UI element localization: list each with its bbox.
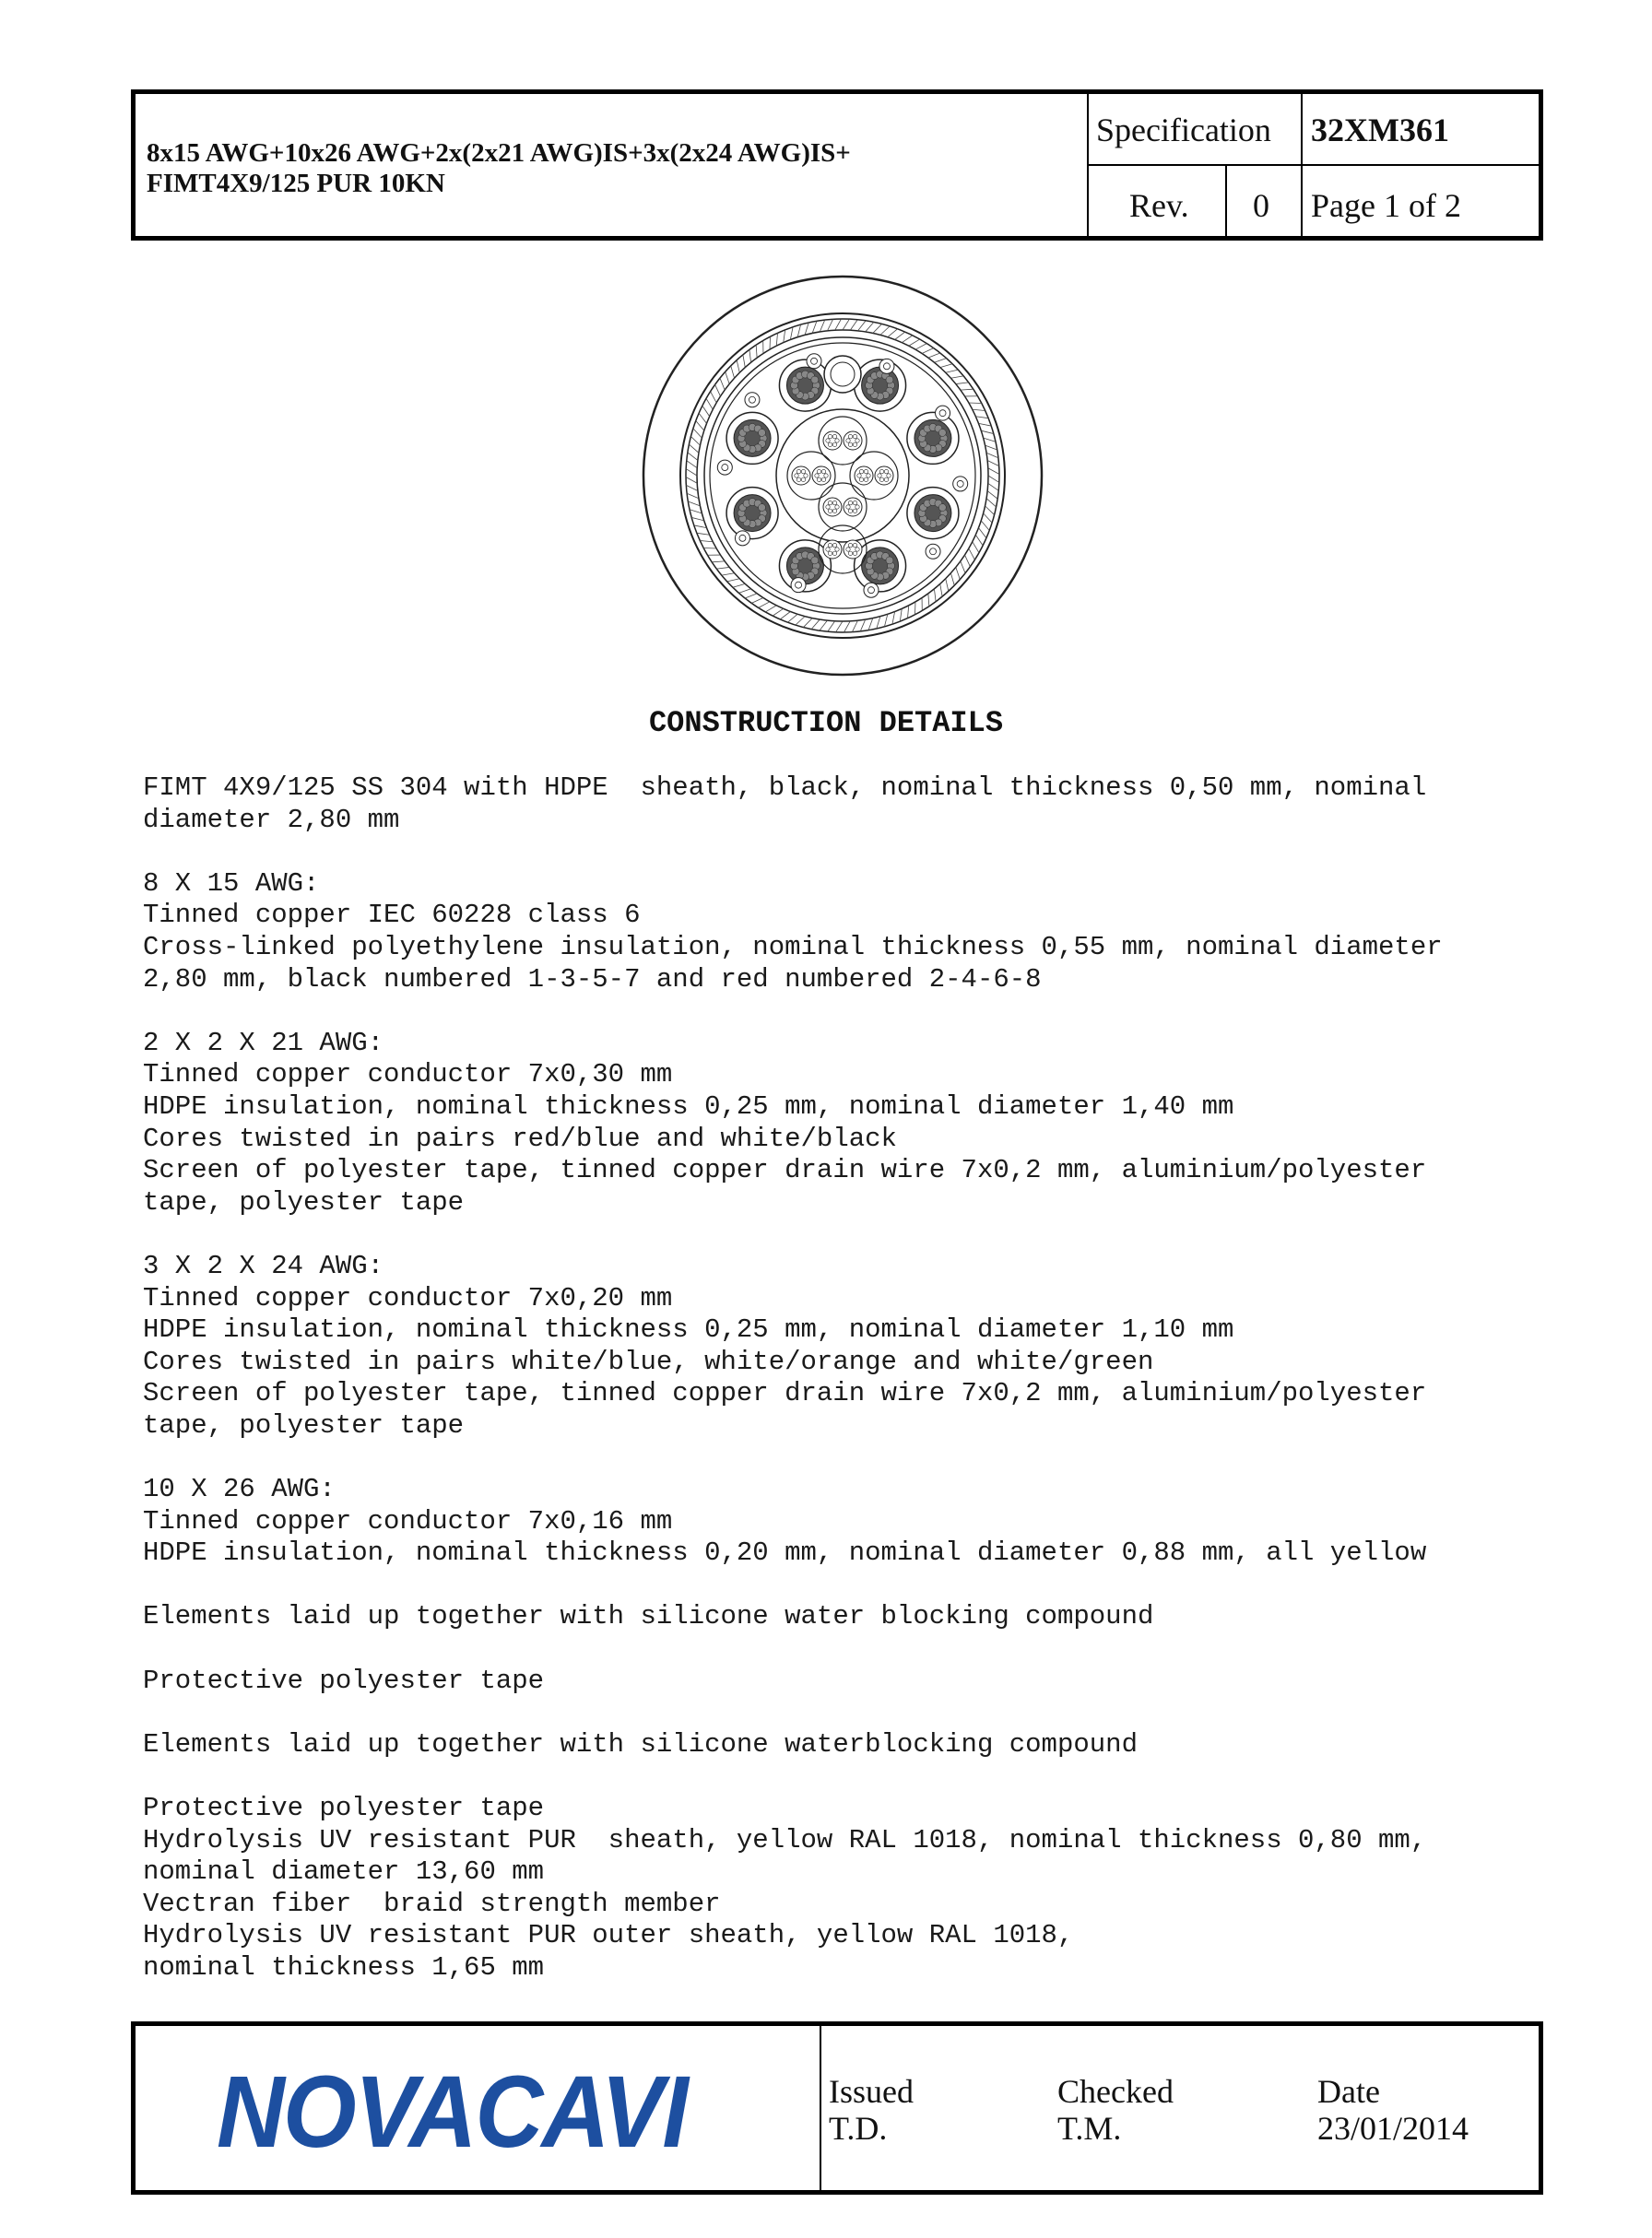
detail-line: Elements laid up together with silicone water blocking compound <box>143 1601 1154 1632</box>
issued-value: T.D. <box>829 2110 888 2147</box>
header-table <box>131 89 1543 241</box>
document-title <box>147 138 851 199</box>
detail-paragraph <box>143 1793 1581 1985</box>
detail-line: 8 X 15 AWG: <box>143 867 320 899</box>
detail-line: Hydrolysis UV resistant PUR outer sheath, yellow RAL 1018, <box>143 1920 1074 1951</box>
detail-paragraph <box>143 1666 1581 1698</box>
detail-line: Hydrolysis UV resistant PUR sheath, yellow RAL 1018, nominal thickness 0,80 mm, <box>143 1824 1427 1855</box>
title-line-2: FIMT4X9/125 PUR 10KN <box>147 169 445 198</box>
spec-value: 32XM361 <box>1311 112 1449 148</box>
header-divider <box>1087 164 1539 166</box>
detail-paragraph <box>143 772 1581 836</box>
detail-line: nominal diameter 13,60 mm <box>143 1856 545 1888</box>
spec-label: Specification <box>1096 112 1271 148</box>
detail-line: HDPE insulation, nominal thickness 0,25 mm, nominal diameter 1,10 mm <box>143 1314 1234 1346</box>
detail-line: HDPE insulation, nominal thickness 0,20 mm, nominal diameter 0,88 mm, all yellow <box>143 1537 1427 1569</box>
detail-line: diameter 2,80 mm <box>143 804 400 835</box>
issued-label: Issued <box>829 2073 914 2110</box>
detail-line: Tinned copper conductor 7x0,16 mm <box>143 1505 673 1537</box>
page-indicator: Page 1 of 2 <box>1311 187 1461 224</box>
construction-details-text <box>143 772 1581 2016</box>
detail-line: Screen of polyester tape, tinned copper drain wire 7x0,2 mm, aluminium/polyester <box>143 1155 1427 1186</box>
detail-paragraph <box>143 1601 1581 1633</box>
title-cell <box>136 94 1089 236</box>
detail-paragraph <box>143 868 1581 995</box>
detail-line: Tinned copper IEC 60228 class 6 <box>143 900 641 931</box>
detail-paragraph <box>143 1251 1581 1443</box>
detail-line: Tinned copper conductor 7x0,30 mm <box>143 1059 673 1090</box>
detail-line: tape, polyester tape <box>143 1186 465 1218</box>
detail-line: 3 X 2 X 24 AWG: <box>143 1250 384 1281</box>
date-value: 23/01/2014 <box>1317 2110 1469 2147</box>
detail-line: Tinned copper conductor 7x0,20 mm <box>143 1282 673 1313</box>
logo-cell <box>136 2026 821 2190</box>
detail-line: tape, polyester tape <box>143 1409 465 1441</box>
detail-line: Screen of polyester tape, tinned copper drain wire 7x0,2 mm, aluminium/polyester <box>143 1378 1427 1409</box>
date-label: Date <box>1317 2073 1380 2110</box>
title-line-1: 8x15 AWG+10x26 AWG+2x(2x21 AWG)IS+3x(2x24 AWG)IS+ <box>147 138 851 168</box>
company-logo: NOVACAVI <box>217 2055 687 2169</box>
detail-line: 2,80 mm, black numbered 1-3-5-7 and red numbered 2-4-6-8 <box>143 963 1042 995</box>
cable-cross-section-drawing <box>640 273 1045 678</box>
detail-paragraph <box>143 1474 1581 1570</box>
detail-paragraph <box>143 1028 1581 1219</box>
detail-line: 10 X 26 AWG: <box>143 1474 336 1505</box>
detail-line: Protective polyester tape <box>143 1793 545 1823</box>
checked-label: Checked <box>1057 2073 1174 2110</box>
detail-line: Vectran fiber braid strength member <box>143 1888 721 1919</box>
checked-value: T.M. <box>1057 2110 1122 2147</box>
detail-paragraph <box>143 1729 1581 1761</box>
detail-line: Cross-linked polyethylene insulation, nominal thickness 0,55 mm, nominal diameter <box>143 931 1443 962</box>
detail-line: HDPE insulation, nominal thickness 0,25 mm, nominal diameter 1,40 mm <box>143 1090 1234 1122</box>
rev-label: Rev. <box>1129 187 1189 224</box>
section-title: CONSTRUCTION DETAILS <box>648 706 1004 740</box>
detail-line: Cores twisted in pairs red/blue and white/black <box>143 1123 897 1154</box>
detail-line: 2 X 2 X 21 AWG: <box>143 1027 384 1058</box>
header-divider <box>1225 166 1227 236</box>
detail-line: Protective polyester tape <box>143 1665 545 1696</box>
footer-table <box>131 2021 1543 2195</box>
detail-line: Cores twisted in pairs white/blue, white/orange and white/green <box>143 1346 1154 1377</box>
detail-line: Elements laid up together with silicone waterblocking compound <box>143 1728 1138 1760</box>
detail-line: nominal thickness 1,65 mm <box>143 1951 545 1983</box>
detail-line: FIMT 4X9/125 SS 304 with HDPE sheath, black, nominal thickness 0,50 mm, nominal <box>143 772 1427 803</box>
rev-value: 0 <box>1253 187 1269 224</box>
